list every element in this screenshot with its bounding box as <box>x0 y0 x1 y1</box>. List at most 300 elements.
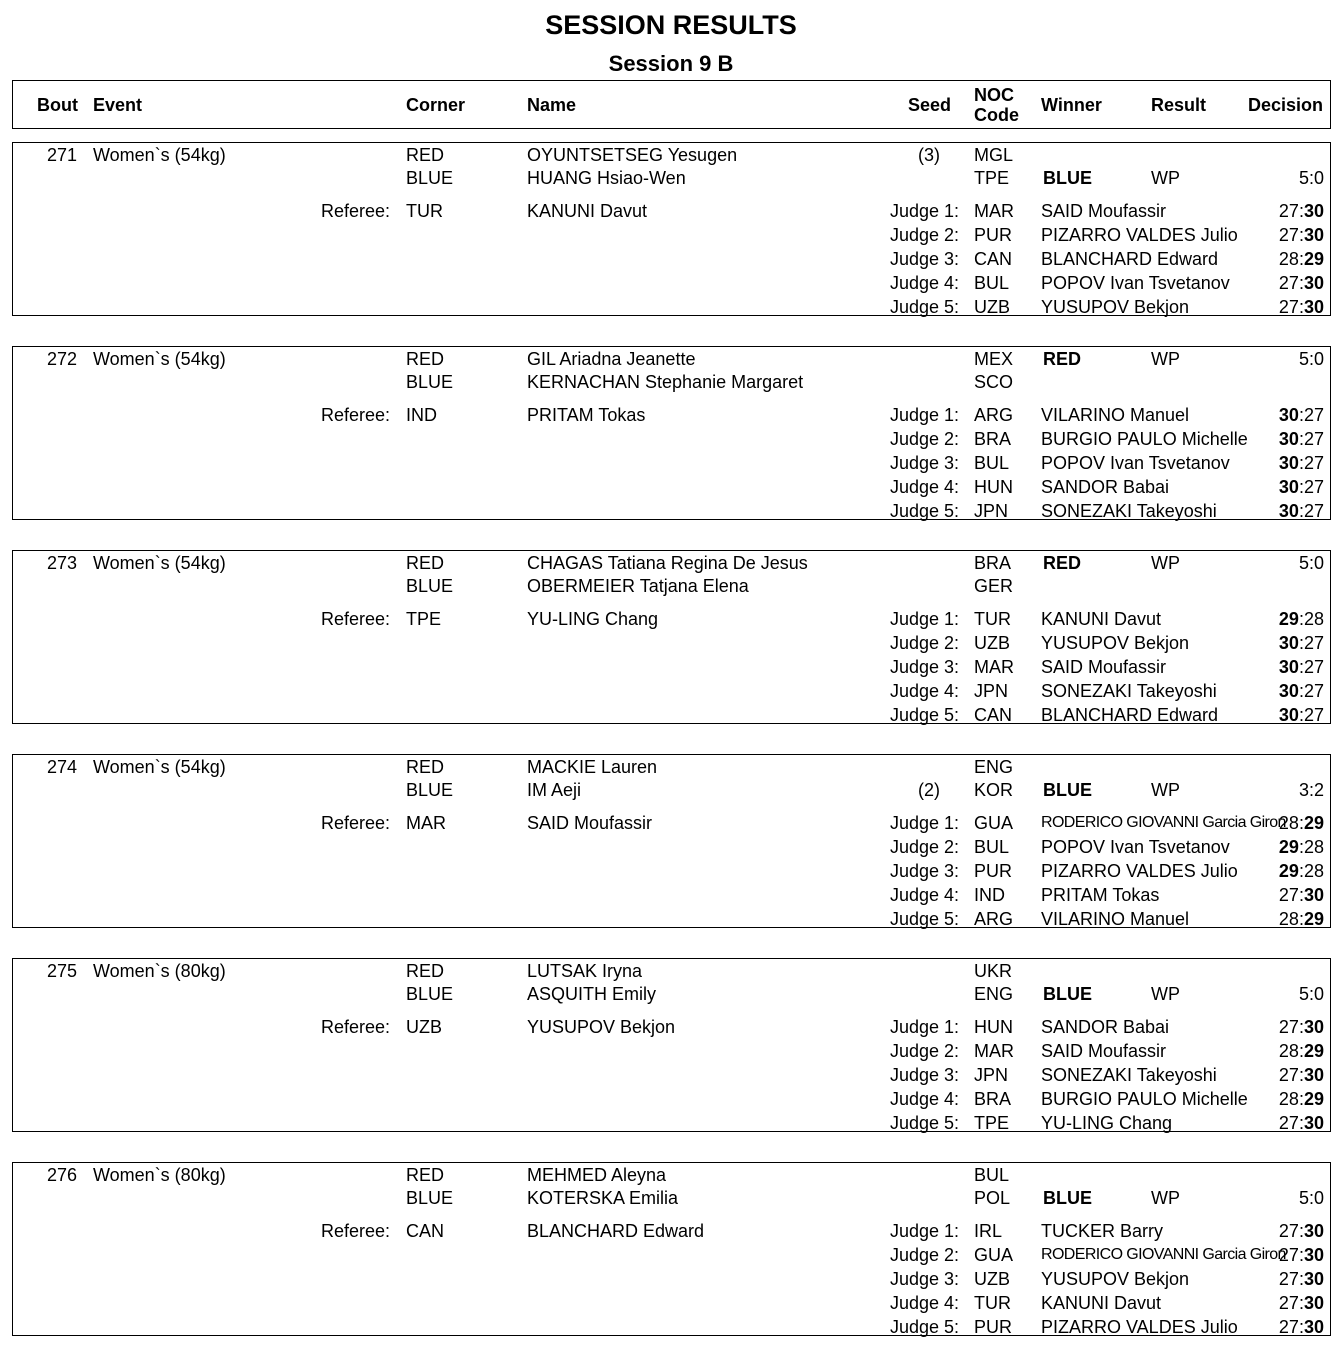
score-blue: 30 <box>1303 1245 1324 1265</box>
score-red: 30 <box>1278 405 1299 425</box>
judge-name: PIZARRO VALDES Julio <box>1041 1317 1238 1337</box>
referee-noc: CAN <box>406 1221 445 1241</box>
score-red: 30 <box>1278 633 1299 653</box>
corner-red: RED <box>406 553 445 573</box>
referee-label: Referee: <box>321 1221 391 1241</box>
col-noc: NOC <box>974 85 1014 105</box>
score-separator: : <box>1298 861 1304 881</box>
bout-block <box>12 142 1331 316</box>
referee-name: YU-LING Chang <box>527 609 659 629</box>
judge-label: Judge 5: <box>889 501 959 521</box>
corner-blue: BLUE <box>406 576 454 596</box>
result-type: WP <box>1151 984 1180 1004</box>
score-red: 27 <box>1278 1245 1299 1265</box>
score-separator: : <box>1298 633 1304 653</box>
judge-noc: UZB <box>974 297 1010 317</box>
bout-block <box>12 958 1331 1132</box>
judge-noc: HUN <box>974 477 1013 497</box>
blue-noc: SCO <box>974 372 1014 392</box>
judge-score <box>1279 812 1324 834</box>
score-red: 30 <box>1278 501 1299 521</box>
score-red: 30 <box>1278 681 1299 701</box>
judge-name: SONEZAKI Takeyoshi <box>1041 501 1217 521</box>
judge-label: Judge 1: <box>889 1017 959 1037</box>
judge-score <box>1279 1220 1324 1242</box>
judge-label: Judge 2: <box>889 1245 959 1265</box>
score-red: 27 <box>1278 1269 1299 1289</box>
judge-name: SAID Moufassir <box>1041 1041 1167 1061</box>
referee-name: BLANCHARD Edward <box>527 1221 705 1241</box>
result-type: WP <box>1151 1188 1180 1208</box>
red-noc: MGL <box>974 145 1014 165</box>
corner-blue: BLUE <box>406 984 454 1004</box>
referee-label: Referee: <box>321 201 391 221</box>
score-red: 30 <box>1278 429 1299 449</box>
red-noc: BUL <box>974 1165 1010 1185</box>
corner-blue: BLUE <box>406 168 454 188</box>
judge-score <box>1279 200 1324 222</box>
referee-noc: TPE <box>406 609 442 629</box>
score-red: 30 <box>1278 705 1299 725</box>
score-separator: : <box>1298 1317 1304 1337</box>
col-bout: Bout <box>37 95 78 115</box>
judge-name: POPOV Ivan Tsvetanov <box>1041 837 1230 857</box>
referee-label: Referee: <box>321 405 391 425</box>
judge-label: Judge 1: <box>889 813 959 833</box>
score-red: 27 <box>1278 1293 1299 1313</box>
judge-name: SONEZAKI Takeyoshi <box>1041 681 1217 701</box>
event-name: Women`s (54kg) <box>93 349 226 369</box>
score-blue: 28 <box>1303 861 1324 881</box>
corner-red: RED <box>406 757 445 777</box>
winner-corner: RED <box>1043 349 1082 369</box>
bout-number: 273 <box>46 553 77 573</box>
judge-name: VILARINO Manuel <box>1041 405 1190 425</box>
score-blue: 30 <box>1303 1113 1324 1133</box>
blue-boxer-name: IM Aeji <box>527 780 582 800</box>
blue-noc: KOR <box>974 780 1014 800</box>
judge-score <box>1279 404 1324 426</box>
judge-name: PIZARRO VALDES Julio <box>1041 225 1238 245</box>
judge-score <box>1279 884 1324 906</box>
judge-score <box>1279 272 1324 294</box>
result-type: WP <box>1151 168 1180 188</box>
score-red: 30 <box>1278 657 1299 677</box>
result-type: WP <box>1151 780 1180 800</box>
score-red: 27 <box>1278 1221 1299 1241</box>
score-blue: 30 <box>1303 885 1324 905</box>
judge-name: TUCKER Barry <box>1041 1221 1164 1241</box>
judge-label: Judge 2: <box>889 633 959 653</box>
score-blue: 30 <box>1303 297 1324 317</box>
score-blue: 30 <box>1303 1317 1324 1337</box>
judge-noc: IND <box>974 885 1005 905</box>
judge-score <box>1279 908 1324 930</box>
judge-noc: IRL <box>974 1221 1003 1241</box>
referee-noc: UZB <box>406 1017 442 1037</box>
blue-boxer-name: OBERMEIER Tatjana Elena <box>527 576 749 596</box>
corner-red: RED <box>406 1165 445 1185</box>
judge-label: Judge 2: <box>889 429 959 449</box>
score-blue: 27 <box>1303 477 1324 497</box>
score-red: 27 <box>1278 1317 1299 1337</box>
referee-label: Referee: <box>321 813 391 833</box>
judge-score <box>1279 1244 1324 1266</box>
corner-blue: BLUE <box>406 372 454 392</box>
judge-name: RODERICO GIOVANNI Garcia Giron <box>1041 814 1286 831</box>
result-type: WP <box>1151 349 1180 369</box>
judge-label: Judge 3: <box>889 249 959 269</box>
referee-label: Referee: <box>321 609 391 629</box>
judge-noc: BUL <box>974 453 1010 473</box>
score-red: 29 <box>1278 609 1299 629</box>
judge-label: Judge 3: <box>889 861 959 881</box>
score-red: 28 <box>1278 249 1299 269</box>
judge-name: PRITAM Tokas <box>1041 885 1160 905</box>
score-blue: 29 <box>1303 249 1324 269</box>
referee-noc: MAR <box>406 813 446 833</box>
judge-score <box>1279 836 1324 858</box>
score-separator: : <box>1298 837 1304 857</box>
col-name: Name <box>527 95 577 115</box>
judge-noc: PUR <box>974 1317 1013 1337</box>
judge-noc: MAR <box>974 201 1014 221</box>
score-separator: : <box>1298 1113 1304 1133</box>
judge-label: Judge 3: <box>889 453 959 473</box>
score-separator: : <box>1298 429 1304 449</box>
judge-noc: CAN <box>974 249 1013 269</box>
col-event: Event <box>93 95 143 115</box>
score-separator: : <box>1298 501 1304 521</box>
judge-label: Judge 4: <box>889 477 959 497</box>
judge-name: YUSUPOV Bekjon <box>1041 297 1190 317</box>
judge-name: BLANCHARD Edward <box>1041 249 1219 269</box>
score-separator: : <box>1298 1017 1304 1037</box>
judge-noc: UZB <box>974 1269 1010 1289</box>
score-red: 27 <box>1278 885 1299 905</box>
score-blue: 29 <box>1303 813 1324 833</box>
judge-score <box>1279 1316 1324 1338</box>
bout-number: 272 <box>46 349 77 369</box>
judge-noc: BUL <box>974 273 1010 293</box>
score-red: 29 <box>1278 861 1299 881</box>
judge-score <box>1279 1292 1324 1314</box>
score-red: 27 <box>1278 273 1299 293</box>
score-separator: : <box>1298 1041 1304 1061</box>
score-separator: : <box>1298 477 1304 497</box>
judge-name: BURGIO PAULO Michelle <box>1041 429 1248 449</box>
bout-number: 271 <box>46 145 77 165</box>
column-header-row <box>12 80 1331 129</box>
blue-boxer-name: KOTERSKA Emilia <box>527 1188 679 1208</box>
bout-number: 274 <box>46 757 77 777</box>
judge-noc: PUR <box>974 225 1013 245</box>
corner-red: RED <box>406 145 445 165</box>
referee-label: Referee: <box>321 1017 391 1037</box>
judge-score <box>1279 500 1324 522</box>
score-separator: : <box>1298 297 1304 317</box>
session-subtitle: Session 9 B <box>608 51 734 76</box>
judge-label: Judge 3: <box>889 657 959 677</box>
blue-noc: TPE <box>974 168 1010 188</box>
blue-boxer-name: KERNACHAN Stephanie Margaret <box>527 372 804 392</box>
score-blue: 30 <box>1303 201 1324 221</box>
judge-label: Judge 5: <box>889 297 959 317</box>
judge-noc: UZB <box>974 633 1010 653</box>
score-blue: 30 <box>1303 273 1324 293</box>
event-name: Women`s (54kg) <box>93 553 226 573</box>
referee-name: SAID Moufassir <box>527 813 653 833</box>
judge-noc: TUR <box>974 609 1011 629</box>
judge-noc: BUL <box>974 837 1010 857</box>
judge-name: SANDOR Babai <box>1041 477 1170 497</box>
judge-name: SAID Moufassir <box>1041 201 1167 221</box>
bout-block <box>12 550 1331 724</box>
referee-name: KANUNI Davut <box>527 201 648 221</box>
score-blue: 30 <box>1303 1017 1324 1037</box>
score-separator: : <box>1298 1269 1304 1289</box>
blue-noc: GER <box>974 576 1014 596</box>
red-seed: (3) <box>918 145 940 165</box>
judge-score <box>1279 1064 1324 1086</box>
judge-label: Judge 5: <box>889 705 959 725</box>
blue-boxer-name: HUANG Hsiao-Wen <box>527 168 686 188</box>
judge-label: Judge 1: <box>889 201 959 221</box>
score-red: 30 <box>1278 453 1299 473</box>
judge-noc: JPN <box>974 681 1009 701</box>
judge-name: BLANCHARD Edward <box>1041 705 1219 725</box>
judge-name: SONEZAKI Takeyoshi <box>1041 1065 1217 1085</box>
judge-noc: CAN <box>974 705 1013 725</box>
score-red: 30 <box>1278 477 1299 497</box>
judge-label: Judge 4: <box>889 885 959 905</box>
judge-score <box>1279 1016 1324 1038</box>
judge-score <box>1279 1268 1324 1290</box>
judge-score <box>1279 296 1324 318</box>
score-red: 27 <box>1278 1065 1299 1085</box>
score-separator: : <box>1298 1065 1304 1085</box>
judge-score <box>1279 860 1324 882</box>
judge-score <box>1279 248 1324 270</box>
judge-name: PIZARRO VALDES Julio <box>1041 861 1238 881</box>
red-noc: ENG <box>974 757 1014 777</box>
decision-score: 5:0 <box>1298 349 1324 369</box>
score-separator: : <box>1298 201 1304 221</box>
judge-label: Judge 2: <box>889 225 959 245</box>
score-blue: 27 <box>1303 681 1324 701</box>
judge-score <box>1279 704 1324 726</box>
judge-name: KANUNI Davut <box>1041 1293 1162 1313</box>
judge-noc: TUR <box>974 1293 1011 1313</box>
corner-blue: BLUE <box>406 780 454 800</box>
referee-noc: TUR <box>406 201 443 221</box>
judge-label: Judge 4: <box>889 1089 959 1109</box>
judge-label: Judge 1: <box>889 1221 959 1241</box>
score-blue: 30 <box>1303 1065 1324 1085</box>
col-corner: Corner <box>406 95 466 115</box>
judge-noc: ARG <box>974 909 1014 929</box>
judge-name: VILARINO Manuel <box>1041 909 1190 929</box>
corner-red: RED <box>406 349 445 369</box>
score-red: 28 <box>1278 1041 1299 1061</box>
score-separator: : <box>1298 225 1304 245</box>
judge-score <box>1279 656 1324 678</box>
judge-noc: GUA <box>974 1245 1014 1265</box>
judge-label: Judge 5: <box>889 1317 959 1337</box>
judge-score <box>1279 452 1324 474</box>
judge-name: SANDOR Babai <box>1041 1017 1170 1037</box>
event-name: Women`s (54kg) <box>93 757 226 777</box>
judge-noc: JPN <box>974 501 1009 521</box>
score-red: 27 <box>1278 297 1299 317</box>
page-title: SESSION RESULTS <box>545 10 797 40</box>
score-separator: : <box>1298 609 1304 629</box>
score-blue: 30 <box>1303 1293 1324 1313</box>
score-blue: 30 <box>1303 1269 1324 1289</box>
score-red: 27 <box>1278 201 1299 221</box>
judge-name: YU-LING Chang <box>1041 1113 1173 1133</box>
score-separator: : <box>1298 405 1304 425</box>
score-separator: : <box>1298 1089 1304 1109</box>
judge-noc: ARG <box>974 405 1014 425</box>
judge-noc: MAR <box>974 1041 1014 1061</box>
score-red: 27 <box>1278 225 1299 245</box>
judge-score <box>1279 476 1324 498</box>
corner-blue: BLUE <box>406 1188 454 1208</box>
judge-label: Judge 1: <box>889 609 959 629</box>
winner-corner: BLUE <box>1043 780 1092 800</box>
judge-label: Judge 2: <box>889 1041 959 1061</box>
corner-red: RED <box>406 961 445 981</box>
score-blue: 27 <box>1303 633 1324 653</box>
score-blue: 28 <box>1303 837 1324 857</box>
red-noc: UKR <box>974 961 1013 981</box>
score-red: 27 <box>1278 1017 1299 1037</box>
score-separator: : <box>1298 885 1304 905</box>
decision-score: 5:0 <box>1298 984 1324 1004</box>
red-boxer-name: MEHMED Aleyna <box>527 1165 667 1185</box>
score-separator: : <box>1298 453 1304 473</box>
blue-boxer-name: ASQUITH Emily <box>527 984 657 1004</box>
red-boxer-name: LUTSAK Iryna <box>527 961 643 981</box>
judge-label: Judge 5: <box>889 909 959 929</box>
judge-label: Judge 4: <box>889 1293 959 1313</box>
score-blue: 27 <box>1303 501 1324 521</box>
bout-number: 275 <box>46 961 77 981</box>
decision-score: 5:0 <box>1298 1188 1324 1208</box>
event-name: Women`s (80kg) <box>93 1165 226 1185</box>
red-boxer-name: GIL Ariadna Jeanette <box>527 349 696 369</box>
judge-noc: PUR <box>974 861 1013 881</box>
red-boxer-name: CHAGAS Tatiana Regina De Jesus <box>527 553 808 573</box>
red-noc: MEX <box>974 349 1014 369</box>
judge-noc: BRA <box>974 1089 1012 1109</box>
blue-noc: ENG <box>974 984 1014 1004</box>
score-separator: : <box>1298 249 1304 269</box>
score-separator: : <box>1298 705 1304 725</box>
judge-noc: HUN <box>974 1017 1013 1037</box>
bout-block <box>12 1162 1331 1336</box>
judge-score <box>1279 224 1324 246</box>
red-noc: BRA <box>974 553 1012 573</box>
score-separator: : <box>1298 1245 1304 1265</box>
score-separator: : <box>1298 681 1304 701</box>
blue-seed: (2) <box>918 780 940 800</box>
score-separator: : <box>1298 273 1304 293</box>
judge-label: Judge 1: <box>889 405 959 425</box>
blue-noc: POL <box>974 1188 1011 1208</box>
decision-score: 5:0 <box>1298 168 1324 188</box>
judge-score <box>1279 1040 1324 1062</box>
score-blue: 30 <box>1303 1221 1324 1241</box>
event-name: Women`s (80kg) <box>93 961 226 981</box>
score-blue: 29 <box>1303 909 1324 929</box>
judge-name: RODERICO GIOVANNI Garcia Giron <box>1041 1246 1286 1263</box>
event-name: Women`s (54kg) <box>93 145 226 165</box>
judge-label: Judge 3: <box>889 1269 959 1289</box>
judge-score <box>1279 632 1324 654</box>
score-red: 29 <box>1278 837 1299 857</box>
referee-noc: IND <box>406 405 437 425</box>
score-separator: : <box>1298 1293 1304 1313</box>
judge-name: BURGIO PAULO Michelle <box>1041 1089 1248 1109</box>
score-blue: 28 <box>1303 609 1324 629</box>
judge-noc: MAR <box>974 657 1014 677</box>
judge-name: YUSUPOV Bekjon <box>1041 1269 1190 1289</box>
score-blue: 27 <box>1303 657 1324 677</box>
score-red: 28 <box>1278 909 1299 929</box>
judge-name: POPOV Ivan Tsvetanov <box>1041 453 1230 473</box>
judge-label: Judge 5: <box>889 1113 959 1133</box>
col-decision: Decision <box>1248 95 1324 115</box>
judge-label: Judge 3: <box>889 1065 959 1085</box>
red-boxer-name: OYUNTSETSEG Yesugen <box>527 145 738 165</box>
score-blue: 27 <box>1303 453 1324 473</box>
judge-name: KANUNI Davut <box>1041 609 1162 629</box>
judge-noc: TPE <box>974 1113 1010 1133</box>
score-blue: 30 <box>1303 225 1324 245</box>
judge-score <box>1279 608 1324 630</box>
col-code: Code <box>974 105 1019 125</box>
red-boxer-name: MACKIE Lauren <box>527 757 658 777</box>
score-separator: : <box>1298 813 1304 833</box>
decision-score: 5:0 <box>1298 553 1324 573</box>
judge-score <box>1279 1112 1324 1134</box>
winner-corner: BLUE <box>1043 1188 1092 1208</box>
bout-block <box>12 754 1331 928</box>
score-red: 27 <box>1278 1113 1299 1133</box>
score-separator: : <box>1298 1221 1304 1241</box>
judge-noc: JPN <box>974 1065 1009 1085</box>
winner-corner: RED <box>1043 553 1082 573</box>
score-blue: 29 <box>1303 1041 1324 1061</box>
bout-number: 276 <box>46 1165 77 1185</box>
judge-name: SAID Moufassir <box>1041 657 1167 677</box>
bout-block <box>12 346 1331 520</box>
score-blue: 27 <box>1303 705 1324 725</box>
col-seed: Seed <box>908 95 952 115</box>
judge-noc: BRA <box>974 429 1012 449</box>
score-blue: 27 <box>1303 429 1324 449</box>
winner-corner: BLUE <box>1043 168 1092 188</box>
score-separator: : <box>1298 657 1304 677</box>
judge-noc: GUA <box>974 813 1014 833</box>
col-result: Result <box>1151 95 1207 115</box>
result-type: WP <box>1151 553 1180 573</box>
winner-corner: BLUE <box>1043 984 1092 1004</box>
referee-name: YUSUPOV Bekjon <box>527 1017 676 1037</box>
decision-score: 3:2 <box>1298 780 1324 800</box>
